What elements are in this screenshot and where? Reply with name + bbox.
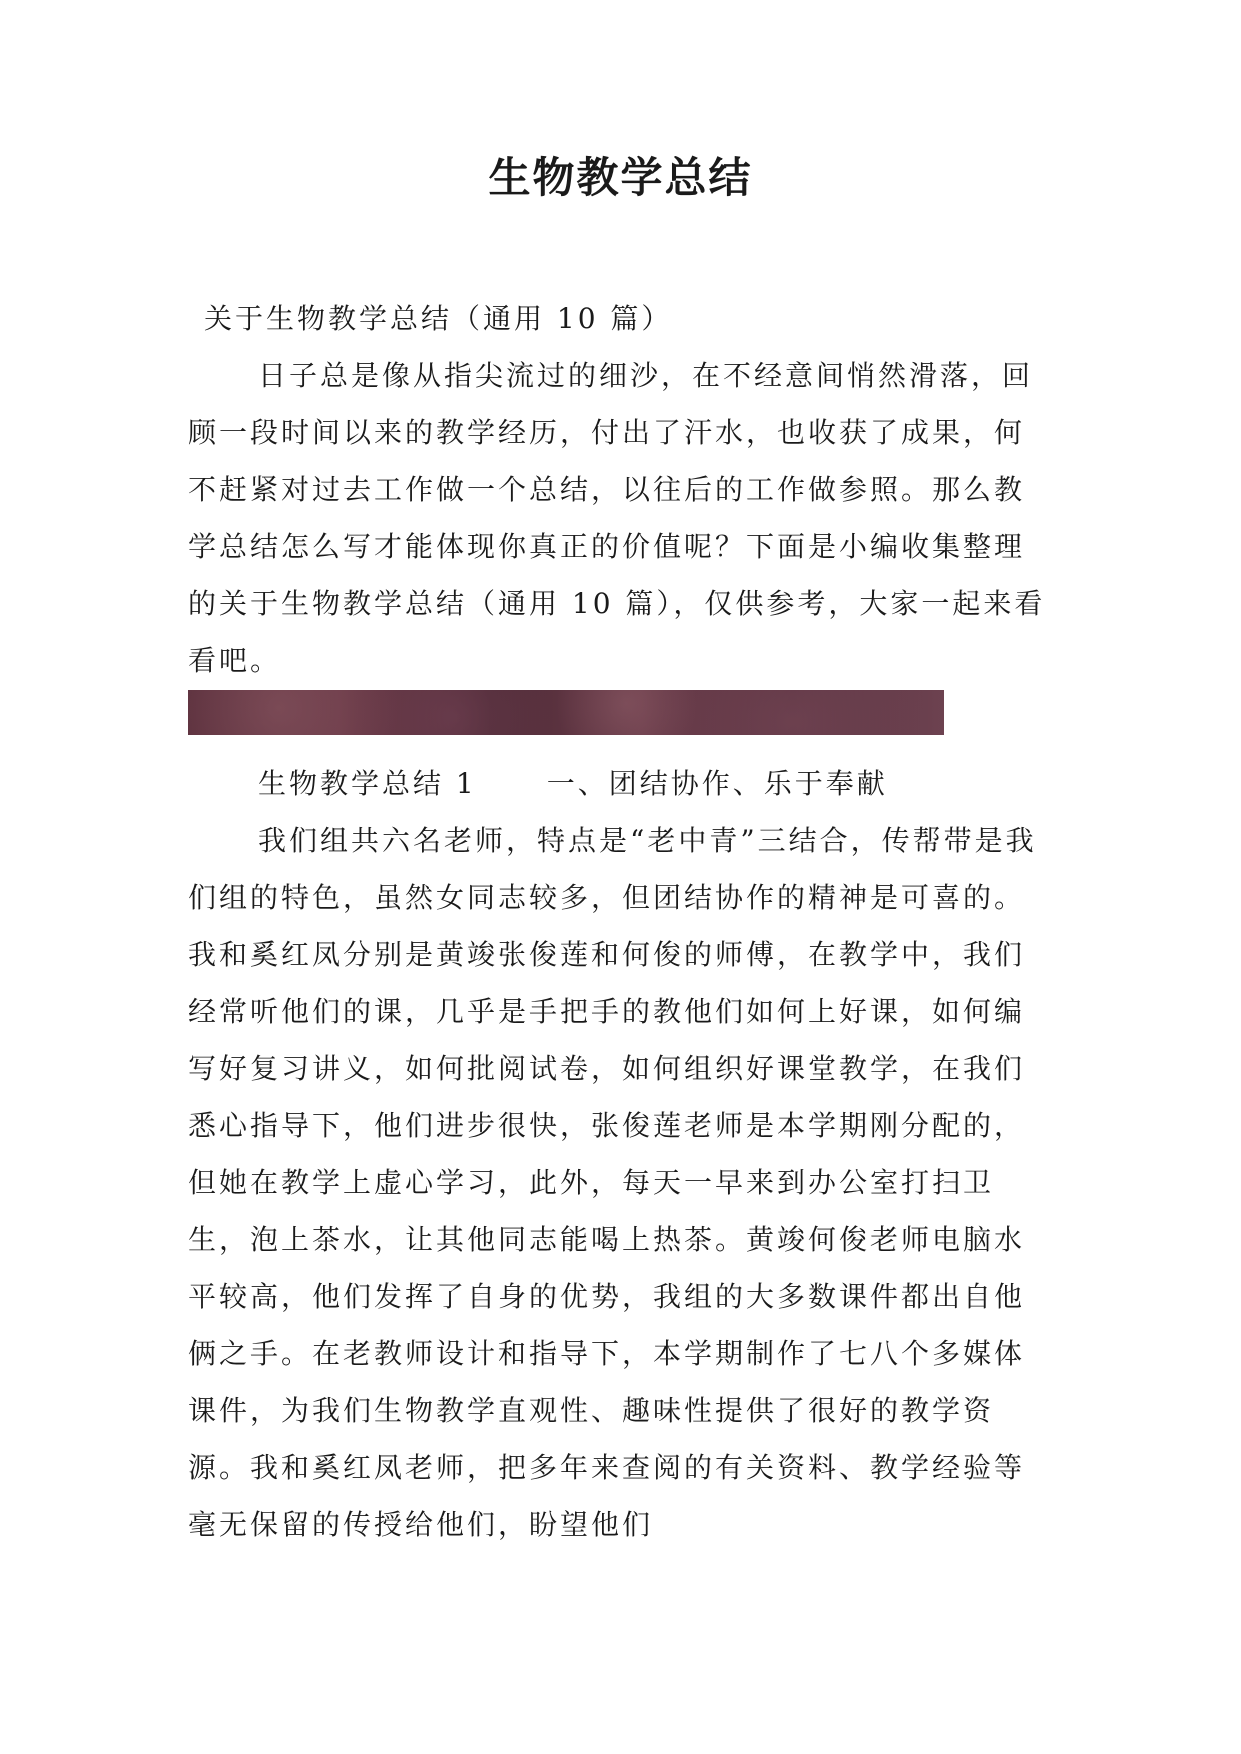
intro-paragraph: 日子总是像从指尖流过的细沙，在不经意间悄然滑落，回顾一段时间以来的教学经历，付出了汗水，也收获了成果，何不赶紧对过去工作做一个总结，以往后的工作做参照。那么教学总结怎么写才能体现你真正的价值呢？下面是小编收集整理的关于生物教学总结（通用 10 篇），仅供参考，大家一起来看看吧。 (188, 359, 1046, 677)
banner-image (188, 690, 944, 735)
section-label: 生物教学总结 1 (258, 767, 477, 800)
document-subtitle: 关于生物教学总结（通用 10 篇） (204, 302, 673, 335)
document-title: 生物教学总结 (488, 153, 753, 202)
section-subheading: 一、团结协作、乐于奉献 (546, 767, 888, 800)
section-body-paragraph: 我们组共六名老师，特点是“老中青”三结合，传帮带是我们组的特色，虽然女同志较多，但团结协作的精神是可喜的。我和奚红凤分别是黄竣张俊莲和何俊的师傅，在教学中，我们经常听他们的课，几乎是手把手的教他们如何上好课，如何编写好复习讲义，如何批阅试卷，如何组织好课堂教学，在我们悉心指导下，他们进步很快，张俊莲老师是本学期刚分配的，但她在教学上虚心学习，此外，每天一早来到办公室打扫卫生，泡上茶水，让其他同志能喝上热茶。黄竣何俊老师电脑水平较高，他们发挥了自身的优势，我组的大多数课件都出自他俩之手。在老教师设计和指导下，本学期制作了七八个多媒体课件，为我们生物教学直观性、趣味性提供了很好的教学资源。我和奚红凤老师，把多年来查阅的有关资料、教学经验等毫无保留的传授给他们，盼望他们 (188, 824, 1037, 1541)
section-heading (188, 755, 1053, 812)
